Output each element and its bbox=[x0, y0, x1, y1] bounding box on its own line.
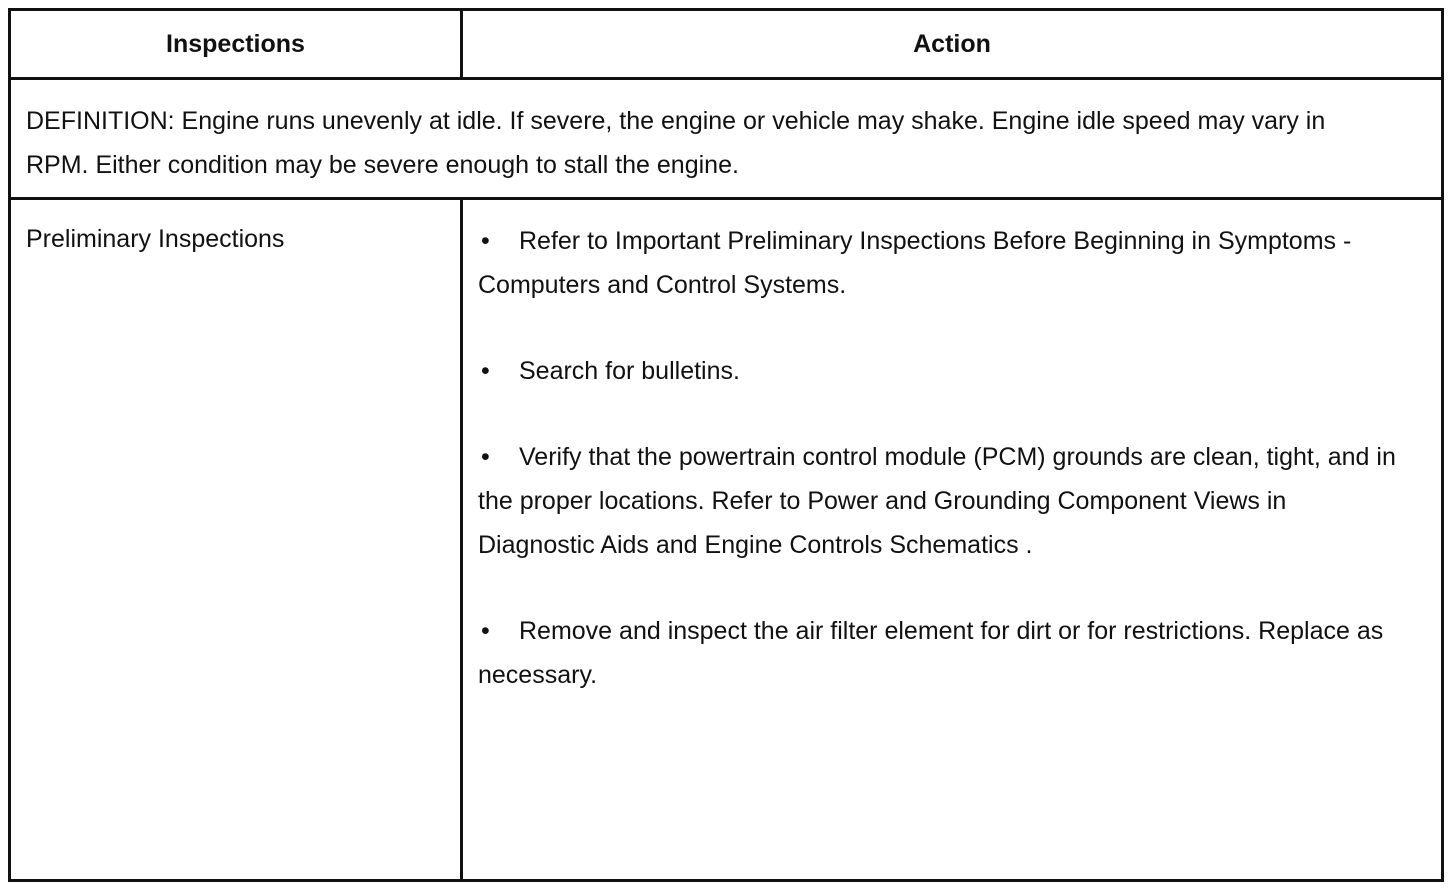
action-text: Search for bulletins. bbox=[519, 357, 740, 385]
action-column-header: Action bbox=[913, 29, 991, 58]
action-text: Refer to Important Preliminary Inspections Before Beginning in Symptoms - Computers and Control Systems. bbox=[478, 227, 1352, 299]
bullet-icon: • bbox=[481, 357, 490, 385]
bullet-icon: • bbox=[481, 443, 490, 471]
action-item bbox=[478, 609, 1398, 697]
action-text: Remove and inspect the air filter element for dirt or for restrictions. Replace as necessary. bbox=[478, 617, 1384, 689]
action-text: Verify that the powertrain control module (PCM) grounds are clean, tight, and in the proper locations. Refer to Power and Grounding Component Views in Diagnostic Aids and Engine Controls Schematics . bbox=[478, 443, 1396, 559]
column-divider-body bbox=[460, 200, 463, 879]
diagnostic-table bbox=[8, 8, 1444, 882]
definition-text: DEFINITION: Engine runs unevenly at idle. If severe, the engine or vehicle may shake. Engine idle speed may vary in RPM. Either condition may be severe enough to stall the engine. bbox=[26, 107, 1326, 179]
definition-row bbox=[11, 80, 1441, 200]
action-item bbox=[478, 349, 1398, 393]
table-header-row bbox=[11, 11, 1441, 80]
inspection-label: Preliminary Inspections bbox=[26, 225, 285, 253]
action-item bbox=[478, 435, 1398, 567]
action-item bbox=[478, 219, 1398, 307]
action-list bbox=[478, 219, 1398, 739]
column-divider-header bbox=[460, 11, 463, 80]
bullet-icon: • bbox=[481, 227, 490, 255]
bullet-icon: • bbox=[481, 617, 490, 645]
inspections-column-header: Inspections bbox=[166, 29, 305, 58]
preliminary-inspections-row bbox=[11, 200, 1441, 879]
